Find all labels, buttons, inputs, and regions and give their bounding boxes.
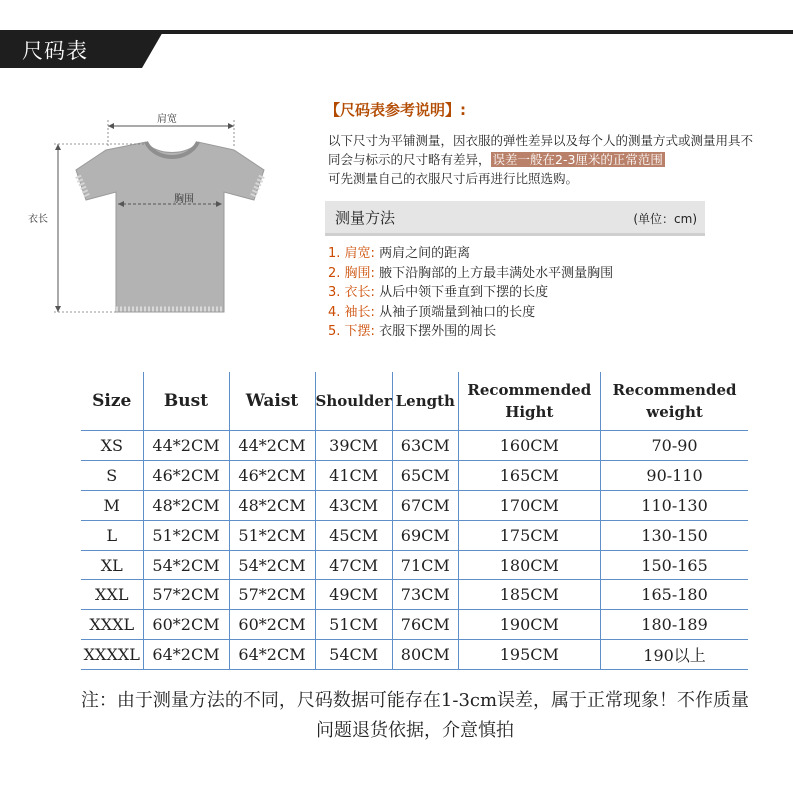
cell-size: M bbox=[81, 490, 143, 520]
header-banner bbox=[0, 30, 793, 70]
page-title: 尺码表 bbox=[22, 39, 88, 63]
cell-size: S bbox=[81, 460, 143, 490]
cell-hight: 180CM bbox=[458, 550, 600, 580]
cell-shoulder: 41CM bbox=[315, 460, 392, 490]
cell-waist: 48*2CM bbox=[229, 490, 315, 520]
header-size: Size bbox=[81, 372, 143, 431]
cell-shoulder: 54CM bbox=[315, 640, 392, 670]
table-header-row bbox=[81, 372, 748, 431]
table-row bbox=[81, 580, 748, 610]
cell-waist: 44*2CM bbox=[229, 431, 315, 461]
notes-title: 【尺码表参考说明】: bbox=[325, 101, 466, 119]
cell-weight: 110-130 bbox=[600, 490, 748, 520]
cell-shoulder: 39CM bbox=[315, 431, 392, 461]
method-bar bbox=[325, 201, 705, 233]
footnote: 注：由于测量方法的不同，尺码数据可能存在1-3cm误差，属于正常现象！不作质量问题退货依据，介意慎拍 bbox=[80, 690, 750, 741]
cell-hight: 175CM bbox=[458, 520, 600, 550]
cell-shoulder: 43CM bbox=[315, 490, 392, 520]
cell-weight: 190以上 bbox=[600, 640, 748, 670]
cell-weight: 180-189 bbox=[600, 610, 748, 640]
method-item-chest: 2. 胸围: 腋下沿胸部的上方最丰满处水平测量胸围 bbox=[328, 265, 614, 281]
size-table bbox=[81, 372, 748, 670]
cell-waist: 46*2CM bbox=[229, 460, 315, 490]
tshirt-diagram bbox=[28, 100, 288, 330]
cell-bust: 60*2CM bbox=[143, 610, 229, 640]
header-waist: Waist bbox=[229, 372, 315, 431]
cell-size: XXXXL bbox=[81, 640, 143, 670]
notes-text bbox=[328, 131, 758, 188]
cell-bust: 54*2CM bbox=[143, 550, 229, 580]
cell-waist: 57*2CM bbox=[229, 580, 315, 610]
method-item-shoulder: 1. 肩宽: 两肩之间的距离 bbox=[328, 246, 471, 261]
header-recommended-hight: Recommended Hight bbox=[458, 372, 600, 431]
cell-shoulder: 45CM bbox=[315, 520, 392, 550]
cell-waist: 51*2CM bbox=[229, 520, 315, 550]
header-recommended-weight: Recommended weight bbox=[600, 372, 748, 431]
length-label: 衣长 bbox=[28, 214, 48, 225]
tshirt-icon bbox=[28, 100, 288, 330]
cell-length: 71CM bbox=[392, 550, 458, 580]
table-row bbox=[81, 610, 748, 640]
header-tab bbox=[0, 30, 142, 68]
cell-waist: 54*2CM bbox=[229, 550, 315, 580]
cell-length: 76CM bbox=[392, 610, 458, 640]
cell-bust: 46*2CM bbox=[143, 460, 229, 490]
method-unit: (单位：cm) bbox=[633, 212, 697, 226]
cell-hight: 165CM bbox=[458, 460, 600, 490]
cell-size: XXL bbox=[81, 580, 143, 610]
shoulder-label: 肩宽 bbox=[157, 114, 177, 125]
method-item-hem: 5. 下摆: 衣服下摆外围的周长 bbox=[328, 324, 497, 339]
cell-length: 67CM bbox=[392, 490, 458, 520]
cell-shoulder: 51CM bbox=[315, 610, 392, 640]
table-row bbox=[81, 490, 748, 520]
cell-length: 65CM bbox=[392, 460, 458, 490]
cell-size: XL bbox=[81, 550, 143, 580]
table-row bbox=[81, 640, 748, 670]
cell-length: 69CM bbox=[392, 520, 458, 550]
cell-waist: 64*2CM bbox=[229, 640, 315, 670]
cell-weight: 150-165 bbox=[600, 550, 748, 580]
table-row bbox=[81, 550, 748, 580]
cell-weight: 130-150 bbox=[600, 520, 748, 550]
cell-weight: 70-90 bbox=[600, 431, 748, 461]
cell-hight: 170CM bbox=[458, 490, 600, 520]
cell-bust: 48*2CM bbox=[143, 490, 229, 520]
cell-length: 63CM bbox=[392, 431, 458, 461]
cell-weight: 165-180 bbox=[600, 580, 748, 610]
cell-shoulder: 49CM bbox=[315, 580, 392, 610]
cell-length: 73CM bbox=[392, 580, 458, 610]
method-title: 测量方法 bbox=[335, 209, 396, 227]
cell-bust: 51*2CM bbox=[143, 520, 229, 550]
header-shoulder: Shoulder bbox=[315, 372, 392, 431]
cell-bust: 57*2CM bbox=[143, 580, 229, 610]
cell-weight: 90-110 bbox=[600, 460, 748, 490]
method-item-sleeve: 4. 袖长: 从袖子顶端量到袖口的长度 bbox=[328, 304, 536, 320]
cell-bust: 64*2CM bbox=[143, 640, 229, 670]
cell-hight: 195CM bbox=[458, 640, 600, 670]
table-row bbox=[81, 431, 748, 461]
notes-text-main: 以下尺寸为平铺测量，因衣服的弹性差异以及每个人的测量方式或测量用具不同会与标示的尺寸略有差异， bbox=[328, 133, 754, 167]
method-list bbox=[328, 244, 613, 342]
cell-hight: 190CM bbox=[458, 610, 600, 640]
cell-shoulder: 47CM bbox=[315, 550, 392, 580]
cell-size: XXXL bbox=[81, 610, 143, 640]
table-row bbox=[81, 460, 748, 490]
cell-hight: 185CM bbox=[458, 580, 600, 610]
header-length: Length bbox=[392, 372, 458, 431]
chest-label: 胸围 bbox=[174, 194, 194, 205]
notes-highlight: 误差一般在2-3厘米的正常范围 bbox=[492, 152, 663, 167]
header-bust: Bust bbox=[143, 372, 229, 431]
table-row bbox=[81, 520, 748, 550]
method-item-length: 3. 衣长: 从后中领下垂直到下摆的长度 bbox=[328, 285, 549, 300]
cell-size: L bbox=[81, 520, 143, 550]
cell-bust: 44*2CM bbox=[143, 431, 229, 461]
cell-length: 80CM bbox=[392, 640, 458, 670]
cell-hight: 160CM bbox=[458, 431, 600, 461]
cell-size: XS bbox=[81, 431, 143, 461]
cell-waist: 60*2CM bbox=[229, 610, 315, 640]
notes-text-end: 可先测量自己的衣服尺寸后再进行比照选购。 bbox=[328, 171, 579, 186]
